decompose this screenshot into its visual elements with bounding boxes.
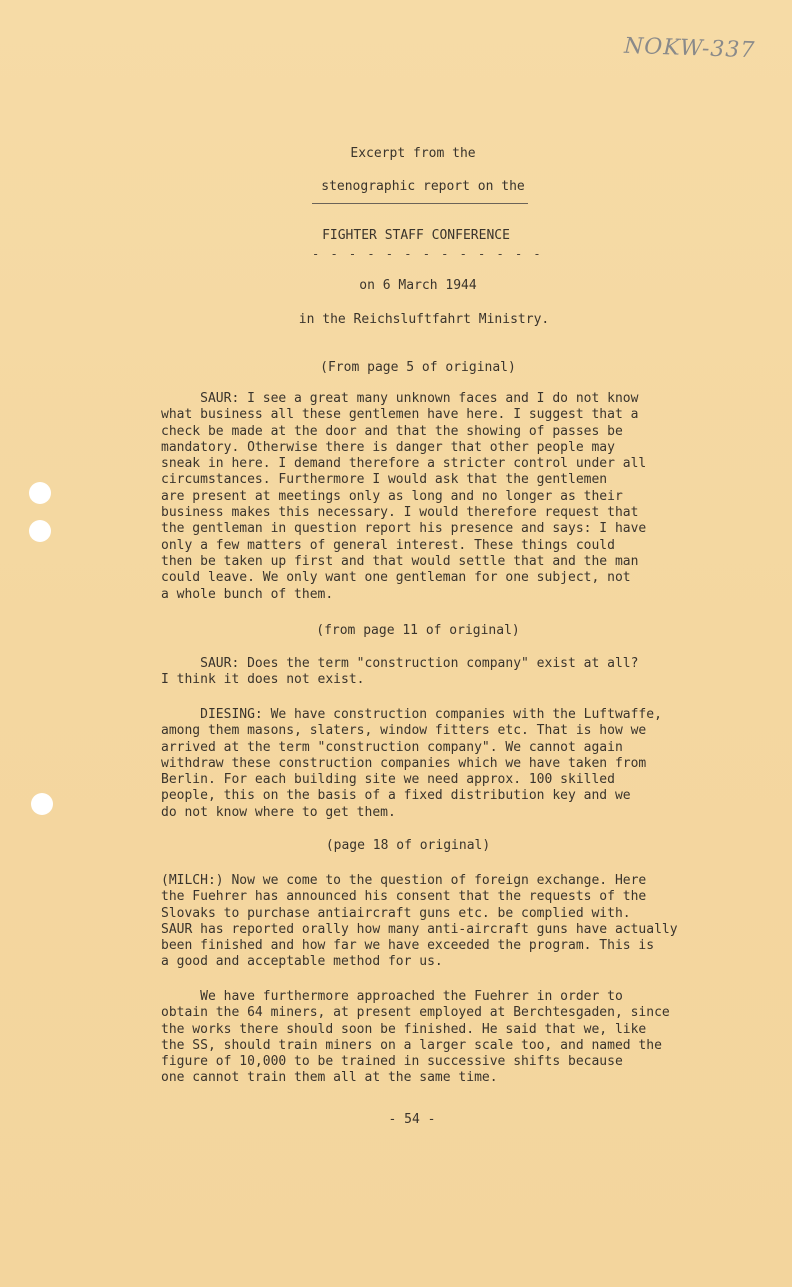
paragraph-milch: (MILCH:) Now we come to the question of foreign exchange. Here the Fuehrer has announced his consent that the requests of the Slovaks to purchase antiaircraft guns etc. be complied with. SAUR has reported orally how many anti-aircraft guns have actually been finished and how far we have exceeded the program. This is a good and acceptable method for us. [161,873,678,970]
heading-underline [312,203,528,204]
paragraph-saur-1: SAUR: I see a great many unknown faces and I do not know what business all these gentlemen have here. I suggest that a check be made at the door and that the showing of passes be mandatory. Otherwise there is danger that other people may sneak in here. I demand therefore a stricter control under all circumstances. Furthermore I would ask that the gentlemen are present at meetings only as long and no longer as their business makes this necessary. I would therefore request that the gentleman in question report his presence and says: I have only a few matters of general interest. These things could then be taken up first and that would settle that and the man could leave. We only want one gentleman for one subject, not a whole bunch of them. [161,391,647,602]
paragraph-fuehrer: We have furthermore approached the Fuehrer in order to obtain the 64 miners, at present employed at Berchtesgaden, since the works there should soon be finished. He said that we, like the SS, should train miners on a larger scale too, and named the figure of 10,000 to be trained in successive shifts because one cannot train them all at the same time. [161,989,670,1086]
punch-hole [29,520,51,542]
title-dash-rule: - - - - - - - - - - - - - [312,247,543,261]
punch-hole [29,482,51,504]
section-ref-1: (From page 5 of original) [320,360,516,375]
page-number: - 54 - [388,1112,436,1127]
punch-hole [31,793,53,815]
section-ref-2: (from page 11 of original) [316,623,520,638]
conference-place: in the Reichsluftfahrt Ministry. [298,312,550,327]
document-id-handwritten: NOKW-337 [623,33,756,64]
conference-date: on 6 March 1944 [359,278,477,293]
paragraph-saur-2: SAUR: Does the term "construction company" exist at all? I think it does not exist. [161,656,639,688]
conference-title: FIGHTER STAFF CONFERENCE [322,228,510,243]
paragraph-diesing: DIESING: We have construction companies with the Luftwaffe, among them masons, slaters, window fitters etc. That is how we arrived at the term "construction company". We cannot again withdraw these construction companies which we have taken from Berlin. For each building site we need approx. 100 skilled people, this on the basis of a fixed distribution key and we do not know where to get them. [161,707,662,820]
section-ref-3: (page 18 of original) [325,838,491,853]
heading-line-1: Excerpt from the [350,146,476,161]
heading-line-2: stenographic report on the [321,179,525,194]
